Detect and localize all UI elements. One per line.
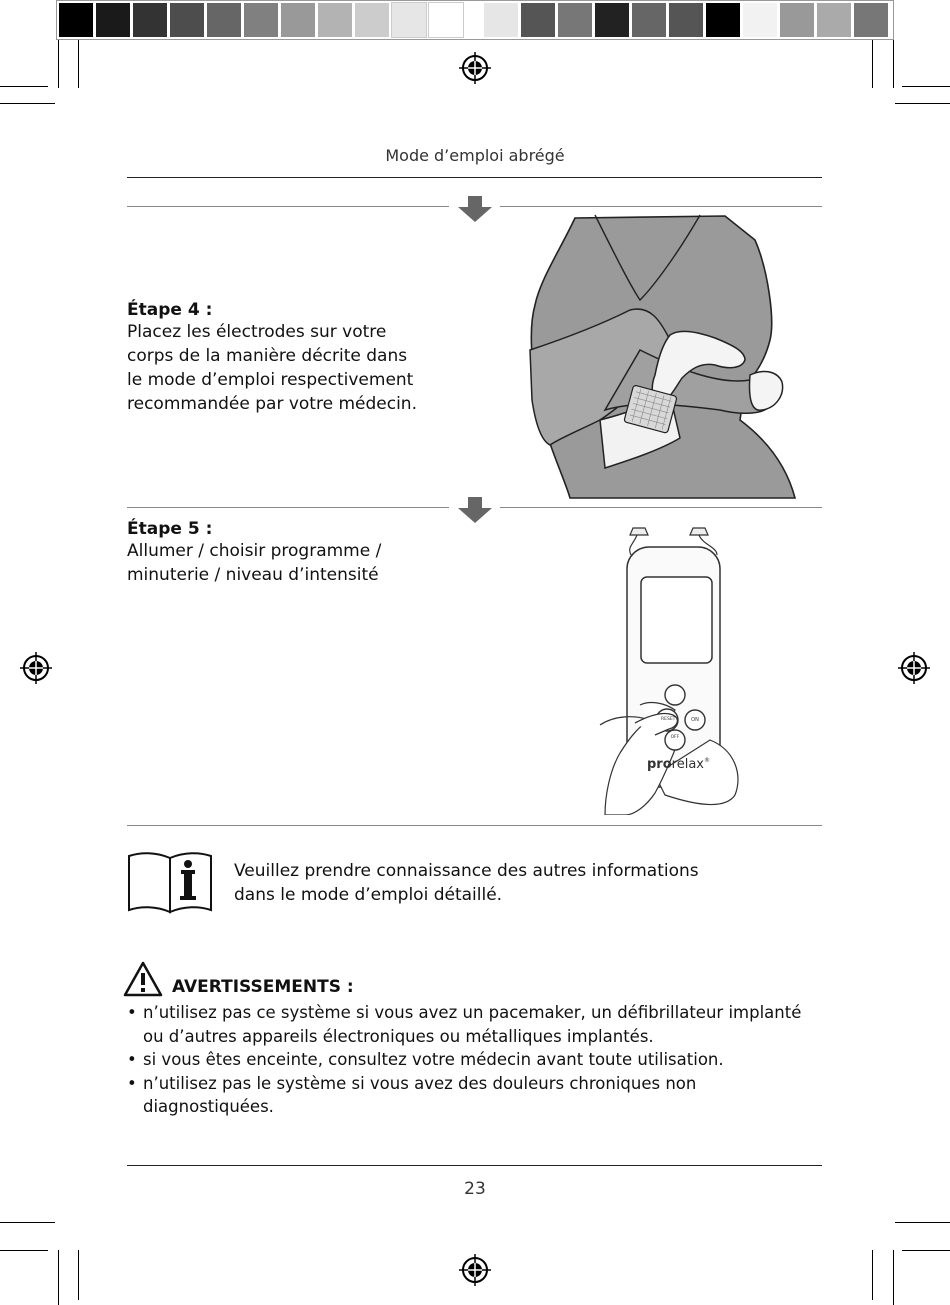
device-on-label: ON: [691, 717, 699, 723]
color-swatch: [429, 3, 463, 37]
registration-mark-icon: [898, 652, 930, 684]
registration-mark-icon: [459, 52, 491, 84]
color-swatch: [244, 3, 278, 37]
color-swatch: [207, 3, 241, 37]
info-text: [234, 859, 794, 907]
step5-text: [127, 539, 447, 587]
step4-line: le mode d’emploi respectivement: [127, 370, 414, 390]
color-swatch: [743, 3, 777, 37]
step-divider: [127, 206, 449, 207]
color-swatch: [170, 3, 204, 37]
device-off-label: OFF: [670, 735, 680, 740]
step4-text: [127, 320, 447, 416]
color-swatch: [392, 3, 426, 37]
electrode-placement-illustration: [520, 210, 820, 500]
color-swatch: [780, 3, 814, 37]
registered-mark-icon: ®: [704, 757, 710, 764]
warnings-title: AVERTISSEMENTS :: [172, 977, 354, 997]
color-swatch: [854, 3, 888, 37]
info-line: dans le mode d’emploi détaillé.: [234, 885, 503, 905]
step5-line: minuterie / niveau d’intensité: [127, 565, 379, 585]
warning-triangle-icon: [122, 960, 164, 998]
brand-logo: [647, 757, 710, 772]
color-swatch: [281, 3, 315, 37]
info-book-icon: [126, 850, 214, 916]
color-swatch: [318, 3, 352, 37]
down-arrow-icon: [458, 196, 492, 222]
brand-logo-bold: pro: [647, 757, 672, 772]
info-line: Veuillez prendre connaissance des autres informations: [234, 861, 699, 881]
color-swatch: [558, 3, 592, 37]
section-divider: [127, 825, 822, 826]
color-swatch: [669, 3, 703, 37]
warning-item: • n’utilisez pas le système si vous avez des douleurs chroniques non diagnostiquées.: [127, 1072, 817, 1119]
header-rule: [127, 177, 822, 178]
step5-title: Étape 5 :: [127, 519, 213, 539]
step4-title: Étape 4 :: [127, 300, 213, 320]
color-swatch: [484, 3, 518, 37]
color-swatch: [595, 3, 629, 37]
warning-item: • si vous êtes enceinte, consultez votre médecin avant toute utilisation.: [127, 1048, 817, 1072]
brand-logo-light: relax: [671, 757, 704, 772]
warning-item: • n’utilisez pas ce système si vous avez un pacemaker, un défibrillateur implanté ou d’autres appareils électroniques ou métalliques implantés.: [127, 1001, 817, 1048]
registration-mark-icon: [20, 652, 52, 684]
page-title: Mode d’emploi abrégé: [385, 146, 565, 165]
step5-line: Allumer / choisir programme /: [127, 541, 382, 561]
step5-block: [127, 519, 447, 587]
step-divider: [500, 206, 822, 207]
color-swatch: [133, 3, 167, 37]
color-swatch: [521, 3, 555, 37]
step-divider: [500, 507, 822, 508]
color-swatch: [355, 3, 389, 37]
footer-rule: [127, 1165, 822, 1166]
color-swatch: [706, 3, 740, 37]
step4-block: [127, 300, 447, 416]
tens-device-illustration: [595, 525, 745, 815]
down-arrow-icon: [458, 497, 492, 523]
color-swatch: [96, 3, 130, 37]
color-swatch: [59, 3, 93, 37]
step4-line: corps de la manière décrite dans: [127, 346, 408, 366]
warnings-list: [127, 1001, 817, 1119]
color-swatch: [817, 3, 851, 37]
device-reset-label: RESET: [661, 717, 676, 722]
step-divider: [127, 507, 449, 508]
step4-line: Placez les électrodes sur votre: [127, 322, 387, 342]
registration-mark-icon: [459, 1254, 491, 1286]
page-number: 23: [464, 1179, 486, 1199]
step4-line: recommandée par votre médecin.: [127, 394, 417, 414]
color-swatch: [632, 3, 666, 37]
